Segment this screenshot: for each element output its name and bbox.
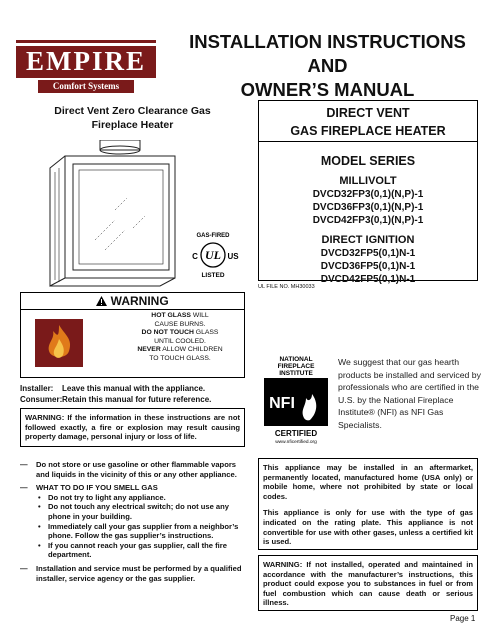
cert-bottom: LISTED [201,272,225,279]
hot-fire-icon [35,319,83,367]
svg-text:www.nficertified.org: www.nficertified.org [275,440,317,444]
model-number: DVCD42FP5(0,1)N-1 [320,274,416,285]
model-series-heading: MODEL SERIES [320,154,416,168]
aftermarket-paragraph: This appliance may be installed in an aftermarket, permanently located, manufactured home (USA only) or mobile home, where not prohibited by state or local codes. [263,463,473,501]
gas-safety-list [20,460,245,587]
sub-list-item: • If you cannot reach your gas supplier, call the fire department. [38,540,227,560]
svg-text:NFI: NFI [269,395,295,412]
cert-ul: UL [205,248,221,262]
warning-heading [21,293,244,310]
logo-subline: Comfort Systems [38,80,134,93]
installer-key: Installer: [20,384,54,393]
model-number: DVCD36FP5(0,1)N-1 [320,261,416,272]
fire-explosion-warning: WARNING: If the information in these instructions are not followed exactly, a fire or explosion may result causing property damage, personal injury or loss of life. [20,408,245,447]
ul-listed-mark [178,230,248,280]
nfi-recommendation: We suggest that our gas hearth products be installed and serviced by professionals who are certified in the U.S. by the National Fireplace Institute® (NFI) as NFI Gas Specialists. [338,357,481,430]
model-series-box [258,141,478,285]
svg-text:INSTITUTE: INSTITUTE [279,370,313,377]
subtitle-line-2: Fireplace Heater [91,119,174,131]
title-line-1: INSTALLATION INSTRUCTIONS [189,31,466,52]
direct-ignition-label: DIRECT IGNITION [321,234,415,246]
cert-top: GAS-FIRED [196,233,230,239]
document-title [170,30,485,102]
svg-text:CERTIFIED: CERTIFIED [274,429,318,438]
fireplace-illustration [45,140,195,290]
subtitle-line-1: Direct Vent Zero Clearance Gas [54,105,211,117]
list-item: — Installation and service must be performed by a qualified installer, service agency or the gas supplier. [20,563,242,583]
sub-list-item: • Do not touch any electrical switch; do not use any phone in your building. [38,502,230,521]
list-item: — Do not store or use gasoline or other flammable vapors and liquids in the vicinity of this or any other appliance. [20,460,237,479]
title-line-2: AND [307,55,348,76]
empire-logo [16,40,156,96]
page-number: Page 1 [450,614,476,623]
cert-us: US [227,252,239,261]
warning-heading-text: WARNING [110,294,169,308]
product-type-box [258,100,478,142]
logo-word: EMPIRE [16,46,156,76]
product-subtitle [20,104,245,132]
nfi-certified-logo [258,354,334,444]
model-number: DVCD32FP3(0,1)(N,P)-1 [312,189,424,200]
ul-file-number: UL FILE NO. MH30033 [258,284,315,290]
product-type-line-1: DIRECT VENT [326,106,410,120]
svg-text:NATIONAL: NATIONAL [279,356,313,363]
hot-glass-warning [20,292,245,378]
model-number: DVCD42FP3(0,1)(N,P)-1 [312,215,424,226]
installation-notice-box [258,458,478,550]
consumer-value: Retain this manual for future reference. [62,395,212,404]
svg-text:FIREPLACE: FIREPLACE [277,363,315,370]
list-item: — WHAT TO DO IF YOU SMELL GAS • Do not try to light any appliance. • Do not touch any electrical switch; do not use any phone in your building. • Immediately call your gas supplier from a neighbor’s phone. Follow the gas supplier’s instructions. • If you cannot reach your gas supplier, call the fire department. [20,483,245,560]
cert-c: C [192,252,198,261]
combustion-warning: WARNING: If not installed, operated and maintained in accordance with the manufacturer’s instructions, this product could expose you to substances in fuel or from fuel combustion which can cause death or serious illness. [258,555,478,611]
sub-list-item: • Immediately call your gas supplier from a neighbor’s phone. Follow the gas supplier’s instructions. [38,521,239,541]
warning-triangle-icon [96,294,107,311]
product-type-line-2: GAS FIREPLACE HEATER [290,124,446,138]
title-line-3: OWNER’S MANUAL [240,79,415,100]
consumer-key: Consumer: [20,395,63,404]
gas-type-paragraph: This appliance is only for use with the type of gas indicated on the rating plate. This appliance is not convertible for use with other gases, unless a certified kit is used. [263,508,473,547]
sub-list-item: • Do not try to light any appliance. [38,492,166,502]
installer-note [20,383,245,405]
warning-text: HOT GLASS WILL CAUSE BURNS. DO NOT TOUCH GLASS UNTIL COOLED. NEVER ALLOW CHILDREN TO TOUCH GLASS. [137,312,223,362]
model-number: DVCD36FP3(0,1)(N,P)-1 [312,202,424,213]
millivolt-label: MILLIVOLT [339,175,397,187]
model-number: DVCD32FP5(0,1)N-1 [320,248,416,259]
installer-value: Leave this manual with the appliance. [62,384,206,393]
